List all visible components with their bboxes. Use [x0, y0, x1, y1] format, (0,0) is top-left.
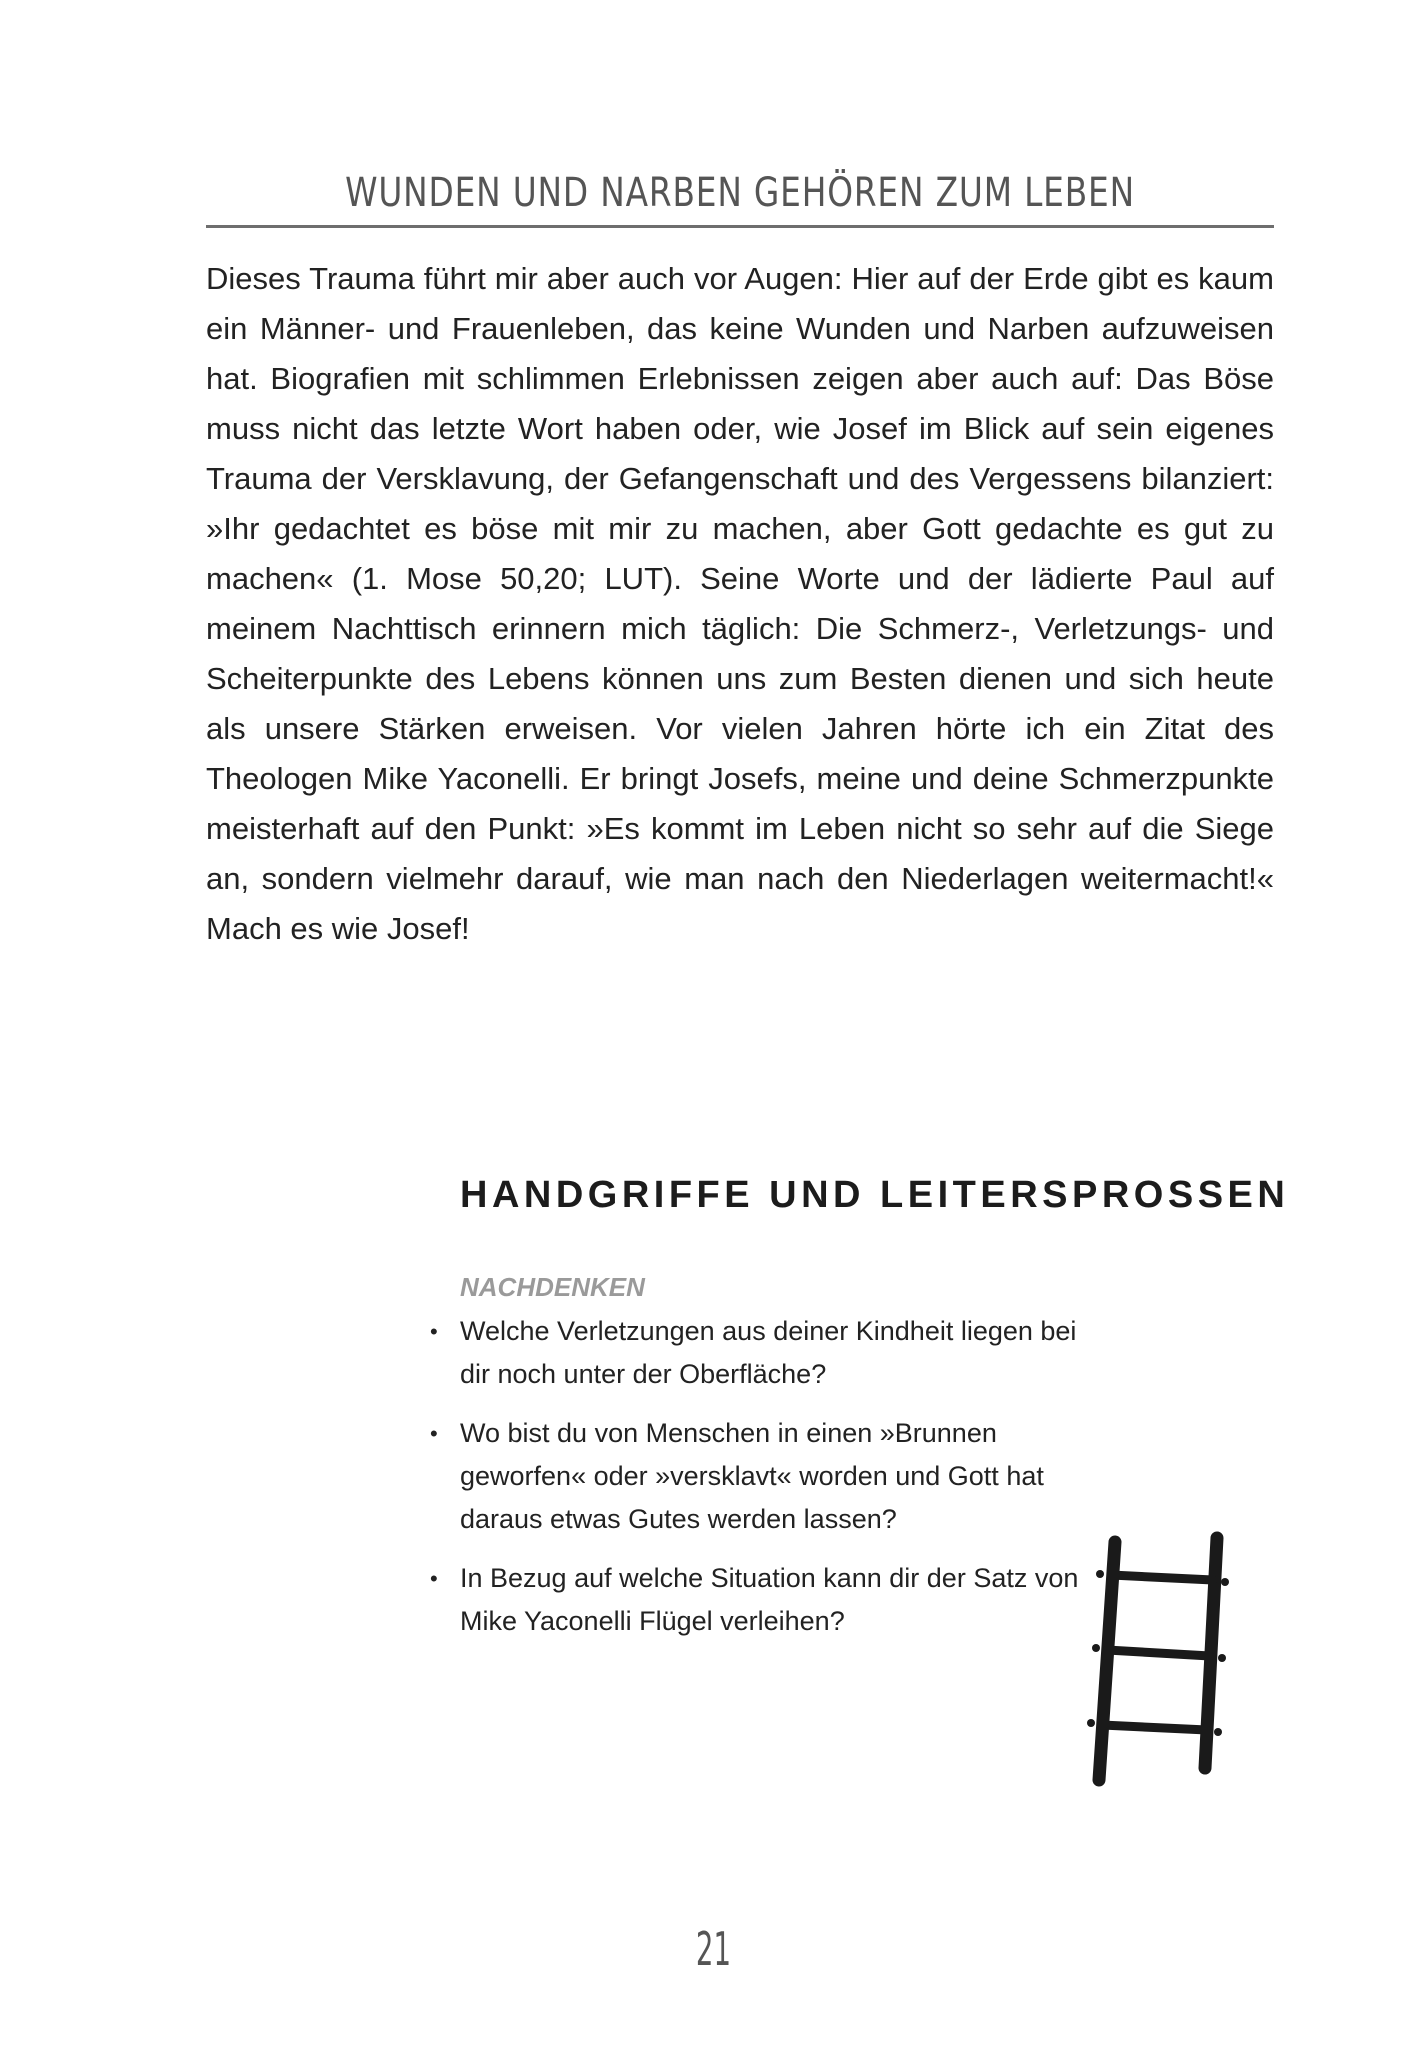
question-text: In Bezug auf welche Situation kann dir der Satz von Mike Yaconelli Flügel verleihen? [460, 1563, 1079, 1636]
ladder-icon [1085, 1530, 1235, 1790]
page-number: 21 [695, 1922, 732, 1976]
question-item [428, 1412, 1108, 1541]
question-item [428, 1310, 1108, 1396]
bullet-icon: • [430, 1319, 438, 1344]
bullet-icon: • [430, 1566, 438, 1591]
question-item [428, 1557, 1108, 1643]
body-paragraph: Dieses Trauma führt mir aber auch vor Augen: Hier auf der Erde gibt es kaum ein Männer- und Frauenleben, das keine Wunden und Narben aufzuweisen hat. Biografien mit schlimmen Erlebnissen zeigen aber auch auf: Das Böse muss nicht das letzte Wort haben oder, wie Josef im Blick auf sein eigenes Trauma der Versklavung, der Gefangenschaft und des Vergessens bilanziert: »Ihr gedachtet es böse mit mir zu machen, aber Gott gedachte es gut zu machen« (1. Mose 50,20; LUT). Seine Worte und der lädierte Paul auf meinem Nachttisch erinnern mich täglich: Die Schmerz-, Verletzungs- und Scheiterpunkte des Lebens können uns zum Besten dienen und sich heute als unsere Stärken erweisen. Vor vielen Jahren hörte ich ein Zitat des Theologen Mike Yaconelli. Er bringt Josefs, meine und deine Schmerzpunkte meisterhaft auf den Punkt: »Es kommt im Leben nicht so sehr auf die Siege an, sondern vielmehr darauf, wie man nach den Niederlagen weitermacht!« Mach es wie Josef! [206, 261, 1274, 946]
subheading-nachdenken: NACHDENKEN [460, 1272, 645, 1302]
bullet-icon: • [430, 1421, 438, 1446]
section-heading: HANDGRIFFE UND LEITERSPROSSEN [460, 1174, 1290, 1216]
question-list [428, 1310, 1108, 1659]
title-rule [206, 225, 1274, 228]
question-text: Welche Verletzungen aus deiner Kindheit liegen bei dir noch unter der Oberfläche? [460, 1316, 1077, 1389]
question-text: Wo bist du von Menschen in einen »Brunnen geworfen« oder »versklavt« worden und Gott hat daraus etwas Gutes werden lassen? [460, 1418, 1044, 1534]
chapter-title: WUNDEN UND NARBEN GEHÖREN ZUM LEBEN [345, 170, 1135, 216]
